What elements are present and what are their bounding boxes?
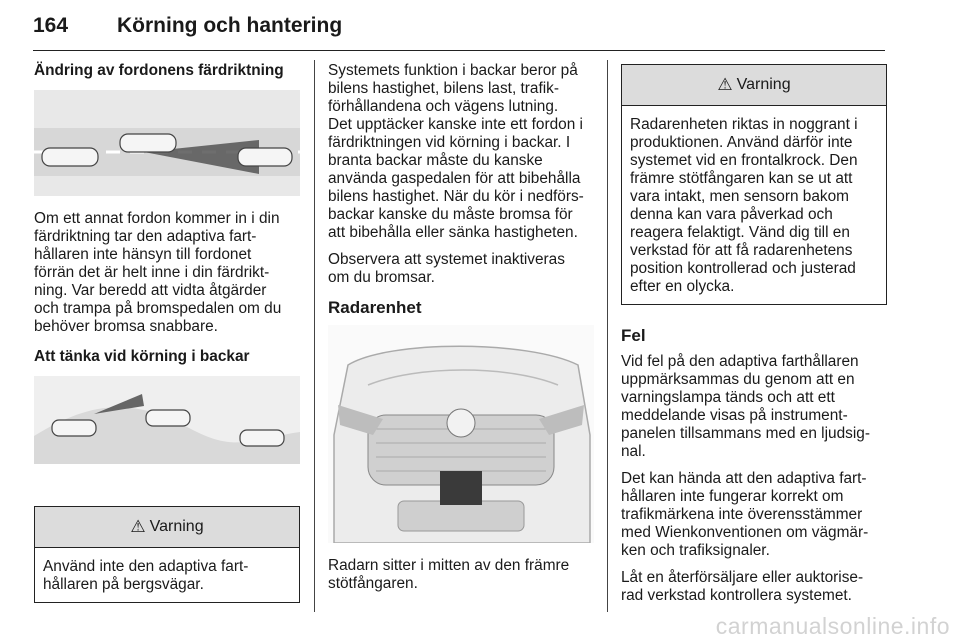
paragraph-braking: Observera att systemet inaktiveras om du bromsar.: [328, 251, 565, 286]
warning-title: Varning: [149, 518, 204, 535]
column-divider: [607, 60, 608, 612]
warning-header: [622, 65, 886, 106]
column-divider: [314, 60, 315, 612]
column-1: [34, 62, 300, 619]
page-number: 164: [33, 14, 69, 37]
paragraph-lane-change: Om ett annat fordon kommer in i din färdriktning tar den adaptiva fart- hållaren inte hänsyn till fordonet förrän det är helt inne i din färdrikt- ning. Var beredd att vidta åtgärder och trampa på bromspedalen om du behöver bromsa snabbare.: [34, 210, 282, 335]
paragraph-fault-2: Det kan hända att den adaptiva fart- hållaren inte fungerar korrekt om trafikmärkena inte överensstämmer med Wienkonventionen om vägmär- ken och trafiksignaler.: [621, 470, 869, 559]
column-2: [328, 62, 594, 602]
paragraph-fault-3: Låt en återförsäljare eller auktorise- rad verkstad kontrollera systemet.: [621, 569, 864, 604]
radar-car-front-image: [328, 325, 594, 543]
page-header: [33, 10, 885, 51]
watermark: carmanualsonline.info: [715, 613, 950, 639]
paragraph-fault-1: Vid fel på den adaptiva farthållaren uppmärksammas du genom att en varningslampa tänds och att ett meddelande visas på instrument- panelen tillsammans med en ljudsig- nal.: [621, 353, 870, 460]
warning-box-hills: [34, 506, 300, 603]
radar-caption: Radarn sitter i mitten av den främre stötfångaren.: [328, 557, 570, 592]
warning-triangle-icon: ⚠: [130, 517, 146, 536]
warning-triangle-icon: ⚠: [717, 75, 733, 94]
subheading-lane-change: Ändring av fordonens färdriktning: [34, 62, 284, 79]
lane-change-illustration: [34, 90, 300, 196]
warning-text: Radarenheten riktas in noggrant i produktionen. Använd därför inte systemet vid en frontalkrock. Den främre stötfångaren kan se ut att vara intakt, men sensorn bakom denna kan vara påverkad och reagera felaktigt. Vänd dig till en verkstad för att få radarenhetens position kontrollerad och justerad efter en olycka.: [630, 116, 858, 295]
subheading-hills: Att tänka vid körning i backar: [34, 348, 250, 365]
page-title: Körning och hantering: [117, 14, 343, 37]
section-title-radar: Radarenhet: [328, 298, 422, 317]
warning-box-radar: [621, 64, 887, 305]
column-3: [621, 64, 887, 614]
warning-header: [35, 507, 299, 548]
warning-title: Varning: [736, 76, 791, 93]
warning-text: Använd inte den adaptiva fart- hållaren på bergsvägar.: [43, 558, 249, 593]
section-title-fault: Fel: [621, 326, 646, 345]
paragraph-hills: Systemets funktion i backar beror på bilens hastighet, bilens last, trafik- förhållandena och vägens lutning. Det upptäcker kanske inte ett fordon i färdriktningen vid körning i backar. I branta backar måste du kanske använda gaspedalen för att bibehålla bilens hastighet. När du kör i nedförs- backar kanske du måste bromsa för att bibehålla eller sänka hastigheten.: [328, 62, 584, 241]
hill-driving-illustration: [34, 376, 300, 464]
